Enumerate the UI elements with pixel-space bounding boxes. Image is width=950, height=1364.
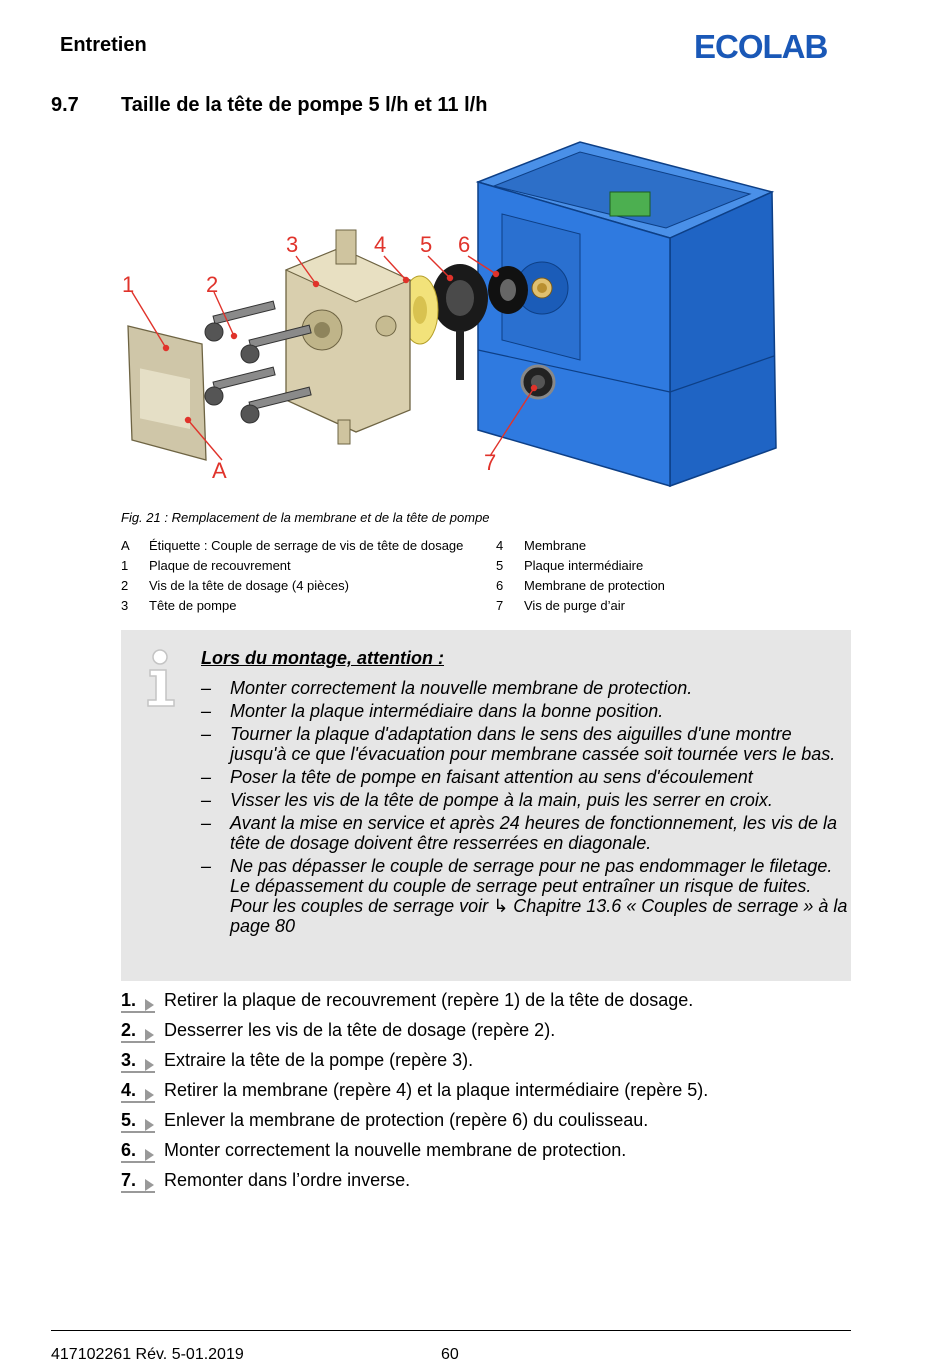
section-number: 9.7 xyxy=(51,94,79,116)
list-dash: – xyxy=(201,767,212,787)
footer-divider xyxy=(51,1330,851,1331)
footer-doc-ref: 417102261 Rév. 5-01.2019 xyxy=(51,1346,244,1363)
step-item xyxy=(121,1080,851,1110)
callout-label: 2 xyxy=(206,272,219,297)
arrow-icon xyxy=(145,999,154,1011)
legend-text: Plaque de recouvrement xyxy=(149,558,291,573)
pump-head-exploded-figure xyxy=(110,130,810,500)
note-text-with-link[interactable]: Ne pas dépasser le couple de serrage pour ne pas endommager le filetage. Le dépassement du couple de serrage peut entraîner un risque de fuites. Pour les couples de serrage voir ↳ Chapitre 13.6 « Couples de serrage » à la page 80 xyxy=(230,856,848,936)
figure-caption: Fig. 21 : Remplacement de la membrane et de la tête de pompe xyxy=(121,510,490,525)
note-text: Avant la mise en service et après 24 heures de fonctionnement, les vis de la tête de dosage doivent être resserrées en diagonale. xyxy=(230,813,838,853)
arrow-icon xyxy=(145,1149,154,1161)
svg-text:ECOLAB: ECOLAB xyxy=(694,28,828,64)
note-text: Tourner la plaque d'adaptation dans le sens des aiguilles d'une montre jusqu'à ce que l'évacuation pour membrane cassée soit tournée vers le bas. xyxy=(230,724,836,764)
list-dash: – xyxy=(201,790,212,810)
legend-text: Vis de la tête de dosage (4 pièces) xyxy=(149,578,349,593)
step-item xyxy=(121,1140,851,1170)
page-number: 60 xyxy=(441,1346,459,1363)
callout-label: 7 xyxy=(484,450,497,475)
section-title: Taille de la tête de pompe 5 l/h et 11 l/h xyxy=(121,94,488,116)
note-item xyxy=(201,856,851,936)
pump-body xyxy=(478,142,776,486)
note-title: Lors du montage, attention : xyxy=(201,648,444,668)
legend-key: 3 xyxy=(121,598,129,613)
step-number: 2. xyxy=(121,1020,155,1043)
legend-key: 1 xyxy=(121,558,129,573)
step-number: 5. xyxy=(121,1110,155,1133)
arrow-icon xyxy=(145,1029,154,1041)
step-number: 7. xyxy=(121,1170,155,1193)
callout-label: 3 xyxy=(286,232,299,257)
legend-key: 6 xyxy=(496,578,504,593)
ecolab-logo xyxy=(694,28,844,64)
pump-head xyxy=(286,230,410,444)
list-dash: – xyxy=(201,701,212,721)
note-item xyxy=(201,790,851,810)
legend-text: Membrane de protection xyxy=(524,578,665,593)
step-item xyxy=(121,1170,851,1200)
step-number: 6. xyxy=(121,1140,155,1163)
note-text: Visser les vis de la tête de pompe à la main, puis les serrer en croix. xyxy=(230,790,773,810)
callout-label: 1 xyxy=(122,272,135,297)
callout-label: 5 xyxy=(420,232,433,257)
procedure-steps xyxy=(121,990,851,1200)
arrow-icon xyxy=(145,1119,154,1131)
legend-text: Vis de purge d’air xyxy=(524,598,625,613)
arrow-icon xyxy=(145,1179,154,1191)
step-text: Monter correctement la nouvelle membrane de protection. xyxy=(164,1140,627,1160)
list-dash: – xyxy=(201,678,212,698)
legend-key: 2 xyxy=(121,578,129,593)
callout-label: A xyxy=(212,458,227,483)
step-item xyxy=(121,1020,851,1050)
arrow-icon xyxy=(145,1059,154,1071)
header-section-title: Entretien xyxy=(60,34,147,56)
note-item xyxy=(201,724,851,764)
callout-label: 4 xyxy=(374,232,387,257)
note-item xyxy=(201,701,851,721)
step-text: Retirer la membrane (repère 4) et la plaque intermédiaire (repère 5). xyxy=(164,1080,709,1100)
step-number: 1. xyxy=(121,990,155,1013)
legend-key: A xyxy=(121,538,130,553)
step-text: Extraire la tête de la pompe (repère 3). xyxy=(164,1050,474,1070)
note-text: Monter la plaque intermédiaire dans la bonne position. xyxy=(230,701,664,721)
note-text: Poser la tête de pompe en faisant attention au sens d'écoulement xyxy=(230,767,753,787)
legend-text: Tête de pompe xyxy=(149,598,237,613)
arrow-icon xyxy=(145,1089,154,1101)
legend-text: Étiquette : Couple de serrage de vis de tête de dosage xyxy=(149,538,464,553)
note-item xyxy=(201,678,851,698)
step-item xyxy=(121,990,851,1020)
note-text: Monter correctement la nouvelle membrane de protection. xyxy=(230,678,693,698)
step-item xyxy=(121,1050,851,1080)
info-icon xyxy=(142,648,182,708)
list-dash: – xyxy=(201,856,212,876)
legend-text: Membrane xyxy=(524,538,587,553)
note-list xyxy=(201,678,851,939)
legend-key: 7 xyxy=(496,598,504,613)
step-number: 3. xyxy=(121,1050,155,1073)
list-dash: – xyxy=(201,813,212,833)
step-text: Retirer la plaque de recouvrement (repère 1) de la tête de dosage. xyxy=(164,990,694,1010)
step-number: 4. xyxy=(121,1080,155,1103)
callout-label: 6 xyxy=(458,232,471,257)
note-item xyxy=(201,813,851,853)
step-text: Remonter dans l’ordre inverse. xyxy=(164,1170,411,1190)
step-text: Desserrer les vis de la tête de dosage (repère 2). xyxy=(164,1020,556,1040)
note-item xyxy=(201,767,851,787)
step-text: Enlever la membrane de protection (repère 6) du coulisseau. xyxy=(164,1110,649,1130)
step-item xyxy=(121,1110,851,1140)
legend-key: 5 xyxy=(496,558,504,573)
legend-key: 4 xyxy=(496,538,504,553)
list-dash: – xyxy=(201,724,212,744)
legend-text: Plaque intermédiaire xyxy=(524,558,644,573)
